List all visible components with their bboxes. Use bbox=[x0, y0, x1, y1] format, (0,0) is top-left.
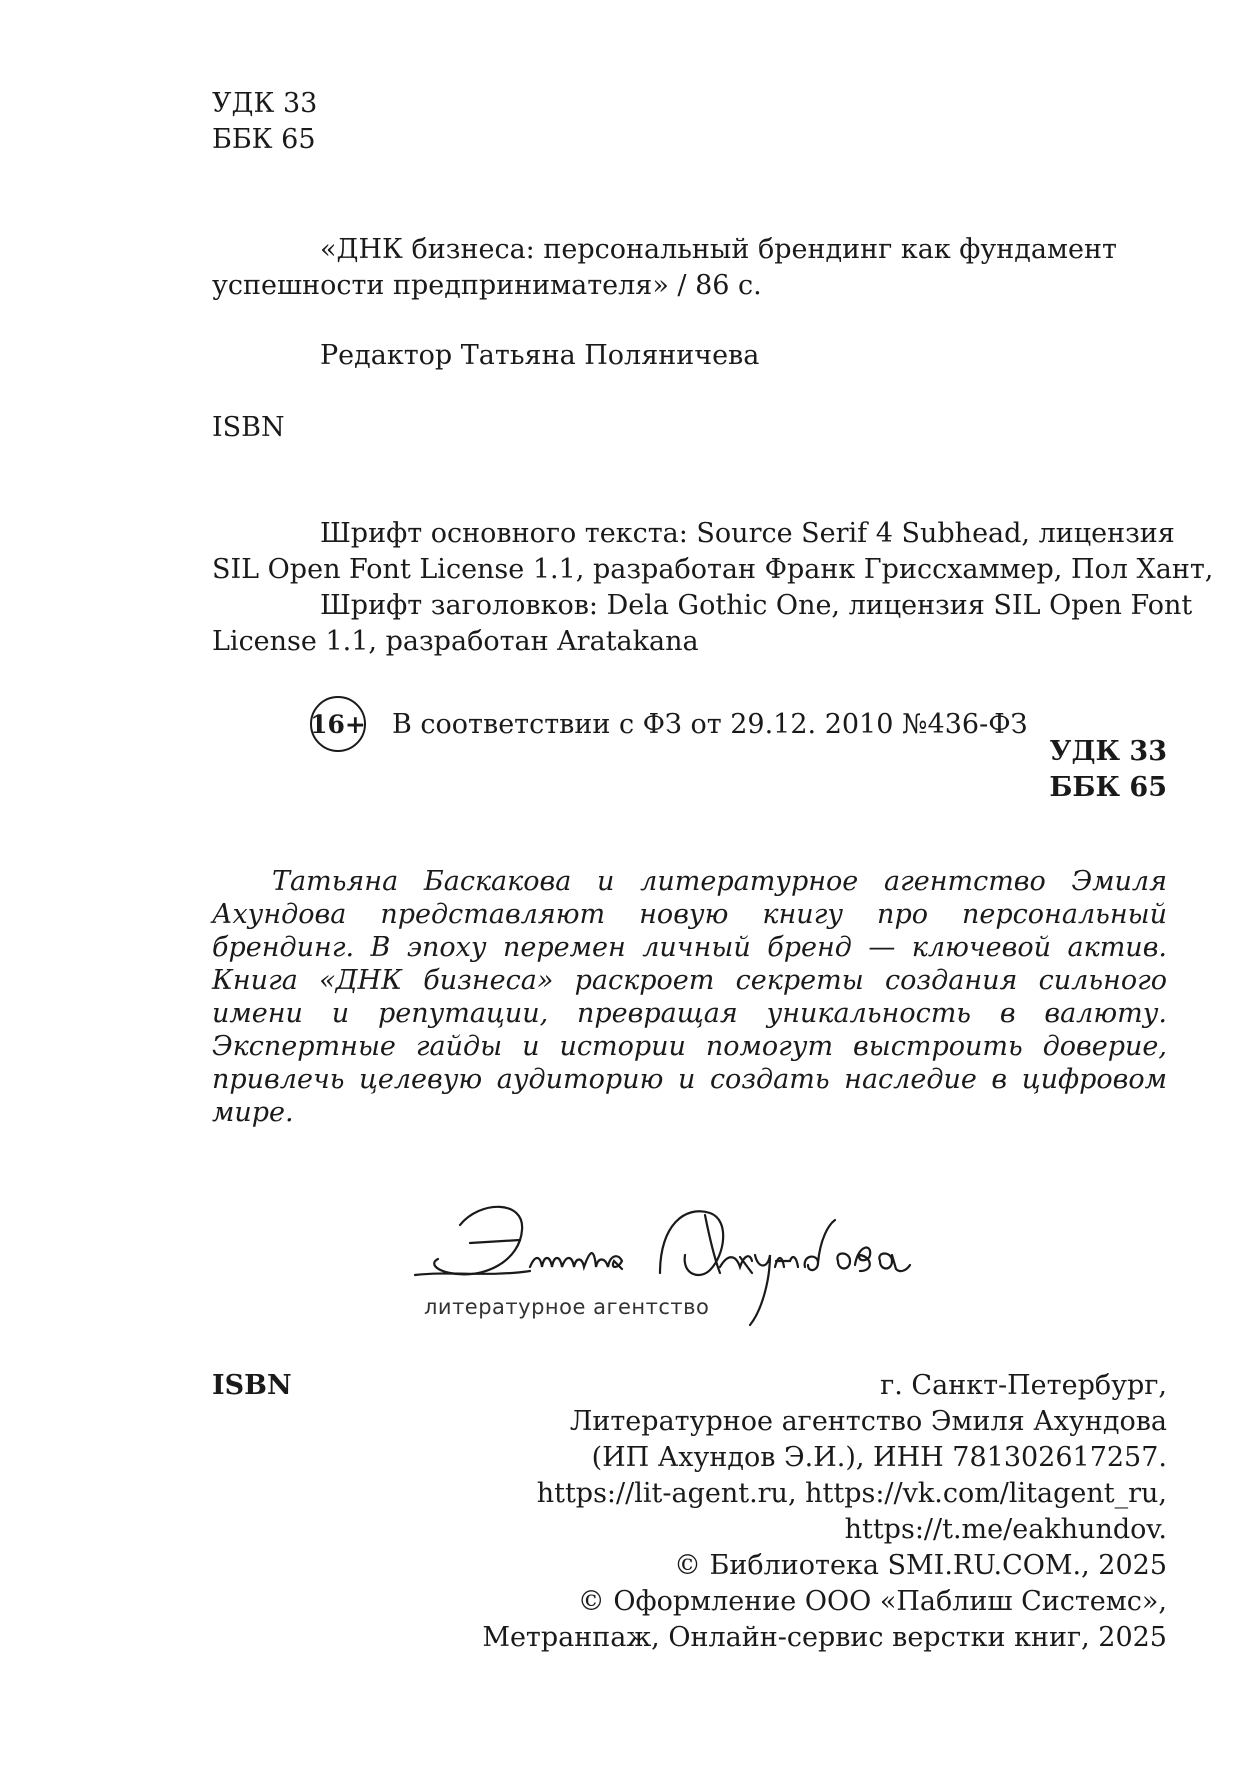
classification-block bbox=[212, 86, 317, 158]
age-rating-badge: 16+ bbox=[310, 696, 366, 752]
book-title-line-2: успешности предпринимателя» / 86 с. bbox=[212, 270, 762, 301]
publisher-line: (ИП Ахундов Э.И.), ИНН 781302617257. bbox=[591, 1442, 1167, 1473]
bbk-code: ББК 65 bbox=[212, 124, 316, 155]
publisher-line: г. Санкт-Петербург, bbox=[880, 1370, 1167, 1401]
book-annotation: Татьяна Баскакова и литературное агентство Эмиля Ахундова представляют новую книгу про персональный брендинг. В эпоху перемен личный бренд — ключевой актив. Книга «ДНК бизнеса» раскроет секреты создания сильного имени и репутации, превращая уникальность в валюту. Экспертные гайды и истории помогут выстроить доверие, привлечь целевую аудиторию и создать наследие в цифровом мире. bbox=[212, 866, 1167, 1128]
isbn-bottom bbox=[212, 1368, 292, 1404]
isbn-label: ISBN bbox=[212, 412, 285, 443]
publisher-line: Литературное агентство Эмиля Ахундова bbox=[569, 1406, 1167, 1437]
editor-credit: Редактор Татьяна Поляничева bbox=[320, 340, 760, 371]
publisher-line: https://t.me/eakhundov. bbox=[844, 1514, 1167, 1545]
udk-code: УДК 33 bbox=[212, 88, 318, 119]
book-title-block bbox=[212, 232, 1117, 304]
fonts-note-line-3: Шрифт заголовков: Dela Gothic One, лицензия SIL Open Font bbox=[320, 590, 1193, 621]
publisher-line: Метранпаж, Онлайн-сервис верстки книг, 2025 bbox=[482, 1622, 1167, 1653]
age-rating bbox=[310, 696, 1027, 752]
fonts-note-line-4: License 1.1, разработан Aratakana bbox=[212, 626, 699, 657]
fonts-note-line-1: Шрифт основного текста: Source Serif 4 Subhead, лицензия bbox=[320, 518, 1175, 549]
udk-code-right: УДК 33 bbox=[1049, 736, 1167, 767]
publisher-info bbox=[482, 1368, 1167, 1656]
age-rating-text: В соответствии с ФЗ от 29.12. 2010 №436-ФЗ bbox=[392, 708, 1028, 740]
isbn-label-bottom: ISBN bbox=[212, 1370, 292, 1401]
fonts-note bbox=[212, 516, 1213, 660]
classification-block-right bbox=[1049, 734, 1167, 806]
editor-block bbox=[212, 338, 759, 374]
publisher-line: © Библиотека SMI.RU.COM., 2025 bbox=[673, 1550, 1167, 1581]
fonts-note-line-2: SIL Open Font License 1.1, разработан Франк Гриссхаммер, Пол Хант, bbox=[212, 554, 1214, 585]
bbk-code-right: ББК 65 bbox=[1049, 772, 1167, 803]
publisher-line: © Оформление ООО «Паблиш Системс», bbox=[577, 1586, 1167, 1617]
agency-logo bbox=[410, 1185, 930, 1335]
isbn-top bbox=[212, 410, 285, 446]
book-title-line-1: «ДНК бизнеса: персональный брендинг как фундамент bbox=[320, 234, 1117, 265]
publisher-line: https://lit-agent.ru, https://vk.com/litagent_ru, bbox=[536, 1478, 1167, 1509]
agency-logo-caption: литературное агентство bbox=[424, 1295, 710, 1319]
